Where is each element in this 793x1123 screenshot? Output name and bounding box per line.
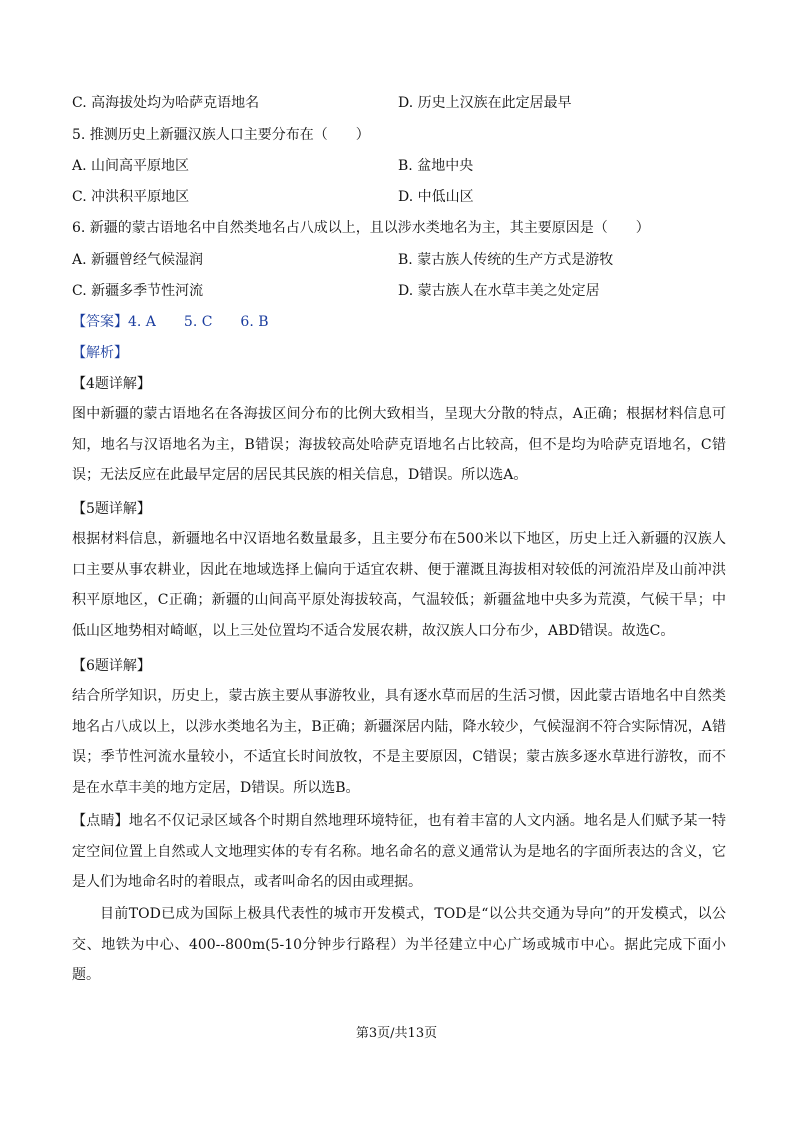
- q4-option-c: C. 高海拔处均为哈萨克语地名: [72, 95, 260, 111]
- q4-option-d: D. 历史上汉族在此定居最早: [398, 95, 572, 111]
- detail-6-text: 结合所学知识，历史上，蒙古族主要从事游牧业，具有逐水草而居的生活习惯，因此蒙古语地名中自然类地名占八成以上，以涉水类地名为主，B正确；新疆深居内陆，降水较少，气候湿润不符合实际情况，A错误；季节性河流水量较小，不适宜长时间放牧，不是主要原因，C错误；蒙古族多逐水草进行游牧，而不是在水草丰美的地方定居，D错误。所以选B。: [72, 688, 726, 796]
- dianjing-tag: 【点睛】: [72, 813, 129, 829]
- answer-text: 4. A 5. C 6. B: [128, 314, 269, 330]
- answer-tag: 【答案】: [72, 314, 128, 330]
- detail-6-tag: 【6题详解】: [72, 658, 151, 674]
- tod-intro: 目前TOD已成为国际上极具代表性的城市开发模式，TOD是“以公共交通为导向”的开发模式，以公交、地铁为中心、400--800m(5-10分钟步行路程）为半径建立中心广场或城市中心。据此完成下面小题。: [72, 906, 726, 983]
- q6-stem: 6. 新疆的蒙古语地名中自然类地名占八成以上，且以涉水类地名为主，其主要原因是（ ）: [72, 220, 650, 236]
- q6-option-a: A. 新疆曾经气候湿润: [72, 252, 204, 268]
- q6-option-c: C. 新疆多季节性河流: [72, 283, 204, 299]
- q6-option-b: B. 蒙古族人传统的生产方式是游牧: [398, 252, 614, 268]
- q5-option-d: D. 中低山区: [398, 189, 474, 205]
- answer-line: [72, 312, 269, 332]
- dianjing-text: 地名不仅记录区域各个时期自然地理环境特征，也有着丰富的人文内涵。地名是人们赋予某一特定空间位置上自然或人文地理实体的专有名称。地名命名的意义通常认为是地名的字面所表达的含义，它是人们为地命名时的着眼点，或者叫命名的因由或理据。: [72, 813, 726, 890]
- q5-option-a: A. 山间高平原地区: [72, 158, 190, 174]
- q5-option-c: C. 冲洪积平原地区: [72, 189, 190, 205]
- page-footer: 第3页/共13页: [355, 1026, 438, 1041]
- q5-stem: 5. 推测历史上新疆汉族人口主要分布在（ ）: [72, 127, 370, 143]
- q6-option-d: D. 蒙古族人在水草丰美之处定居: [398, 283, 600, 299]
- detail-4-tag: 【4题详解】: [72, 376, 151, 392]
- q5-option-b: B. 盆地中央: [398, 158, 474, 174]
- analysis-label: 【解析】: [72, 345, 128, 361]
- detail-5-tag: 【5题详解】: [72, 501, 151, 517]
- detail-4-text: 图中新疆的蒙古语地名在各海拔区间分布的比例大致相当，呈现大分散的特点，A正确；根据材料信息可知，地名与汉语地名为主，B错误；海拔较高处哈萨克语地名占比较高，但不是均为哈萨克语地名，C错误；无法反应在此最早定居的居民其民族的相关信息，D错误。所以选A。: [72, 406, 726, 483]
- dianjing-block: [72, 806, 726, 898]
- analysis-tag: [72, 343, 128, 363]
- detail-5-text: 根据材料信息，新疆地名中汉语地名数量最多，且主要分布在500米以下地区，历史上迁入新疆的汉族人口主要从事农耕业，因此在地域选择上偏向于适宜农耕、便于灌溉且海拔相对较低的河流沿岸及山前冲洪积平原地区，C正确；新疆的山间高平原处海拔较高，气温较低；新疆盆地中央多为荒漠，气候干旱；中低山区地势相对崎岖，以上三处位置均不适合发展农耕，故汉族人口分布少，ABD错误。故选C。: [72, 531, 726, 639]
